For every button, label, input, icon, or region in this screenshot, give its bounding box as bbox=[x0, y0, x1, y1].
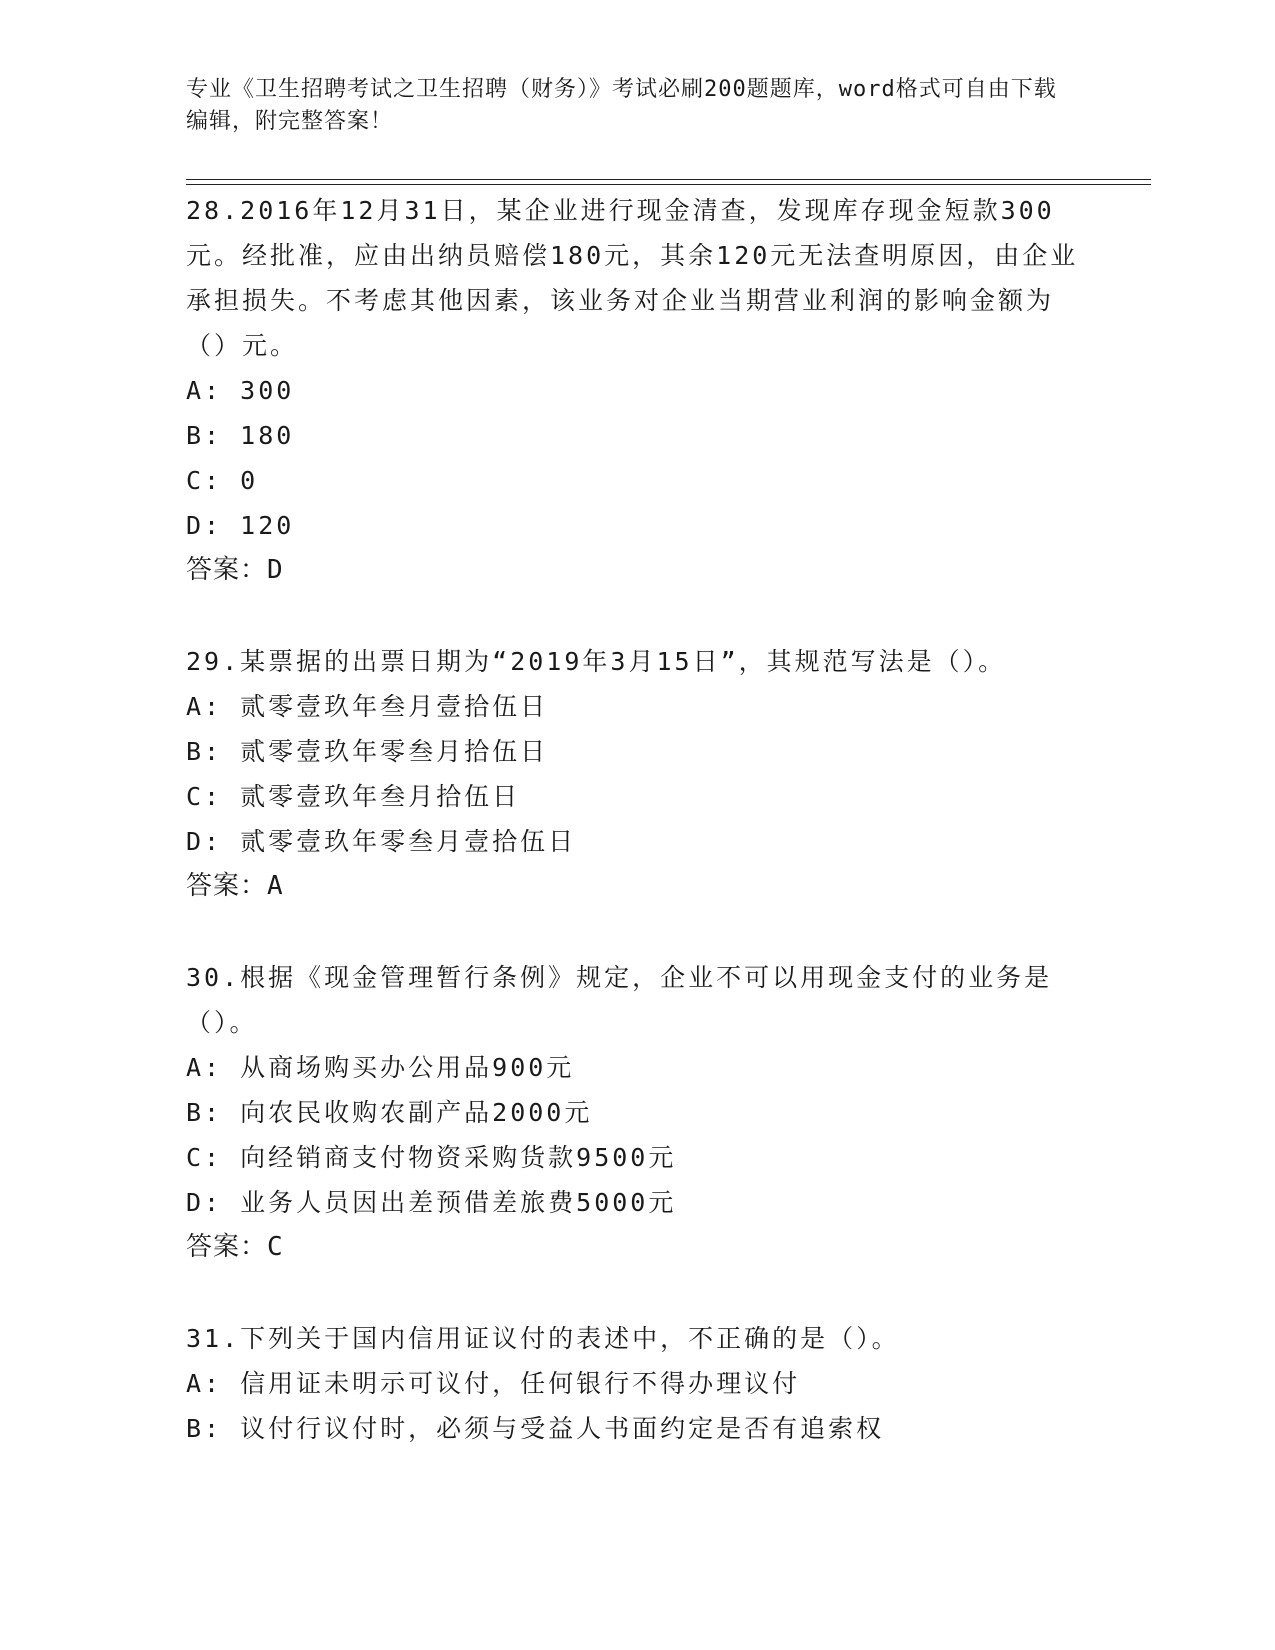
question-text: 31.下列关于国内信用证议付的表述中，不正确的是（）。 bbox=[186, 1324, 900, 1353]
answer-label: 答案： bbox=[186, 1232, 268, 1262]
document-page bbox=[186, 0, 1151, 1650]
option-c: C: 向经销商支付物资采购货款9500元 bbox=[186, 1143, 677, 1172]
question-list bbox=[186, 188, 1086, 1451]
option-a: A: 贰零壹玖年叁月壹拾伍日 bbox=[186, 692, 549, 721]
answer-label: 答案： bbox=[186, 871, 268, 901]
document-header: 专业《卫生招聘考试之卫生招聘（财务）》考试必刷200题题库，word格式可自由下载编辑，附完整答案！ bbox=[186, 77, 1057, 134]
question-31 bbox=[186, 1316, 1086, 1451]
option-a: A: 300 bbox=[186, 376, 295, 405]
option-b: B: 180 bbox=[186, 421, 295, 450]
question-text: 29.某票据的出票日期为“2019年3月15日”，其规范写法是（）。 bbox=[186, 647, 1007, 676]
answer-value: C bbox=[267, 1232, 284, 1262]
option-b: B: 议付行议付时，必须与受益人书面约定是否有追索权 bbox=[186, 1414, 885, 1443]
option-a: A: 从商场购买办公用品900元 bbox=[186, 1053, 575, 1082]
option-d: D: 120 bbox=[186, 511, 295, 540]
question-text: 30.根据《现金管理暂行条例》规定，企业不可以用现金支付的业务是（）。 bbox=[186, 963, 1053, 1037]
option-d: D: 贰零壹玖年零叁月壹拾伍日 bbox=[186, 827, 577, 856]
option-c: C: 0 bbox=[186, 466, 259, 495]
answer-line bbox=[186, 864, 1086, 909]
question-text: 28.2016年12月31日，某企业进行现金清查，发现库存现金短款300元。经批准，应由出纳员赔偿180元，其余120元无法查明原因，由企业承担损失。不考虑其他因素，该业务对企业当期营业利润的影响金额为（）元。 bbox=[186, 196, 1079, 360]
answer-label: 答案： bbox=[186, 555, 268, 585]
answer-line bbox=[186, 548, 1086, 593]
header-divider-bottom bbox=[186, 184, 1151, 185]
question-29 bbox=[186, 639, 1086, 909]
answer-value: A bbox=[267, 871, 284, 901]
option-b: B: 向农民收购农副产品2000元 bbox=[186, 1098, 593, 1127]
option-c: C: 贰零壹玖年叁月拾伍日 bbox=[186, 782, 521, 811]
option-d: D: 业务人员因出差预借差旅费5000元 bbox=[186, 1188, 677, 1217]
answer-value: D bbox=[267, 555, 284, 585]
header-divider-top bbox=[186, 179, 1151, 180]
question-28 bbox=[186, 188, 1086, 593]
option-a: A: 信用证未明示可议付，任何银行不得办理议付 bbox=[186, 1369, 801, 1398]
option-b: B: 贰零壹玖年零叁月拾伍日 bbox=[186, 737, 549, 766]
answer-line bbox=[186, 1225, 1086, 1270]
question-30 bbox=[186, 955, 1086, 1270]
